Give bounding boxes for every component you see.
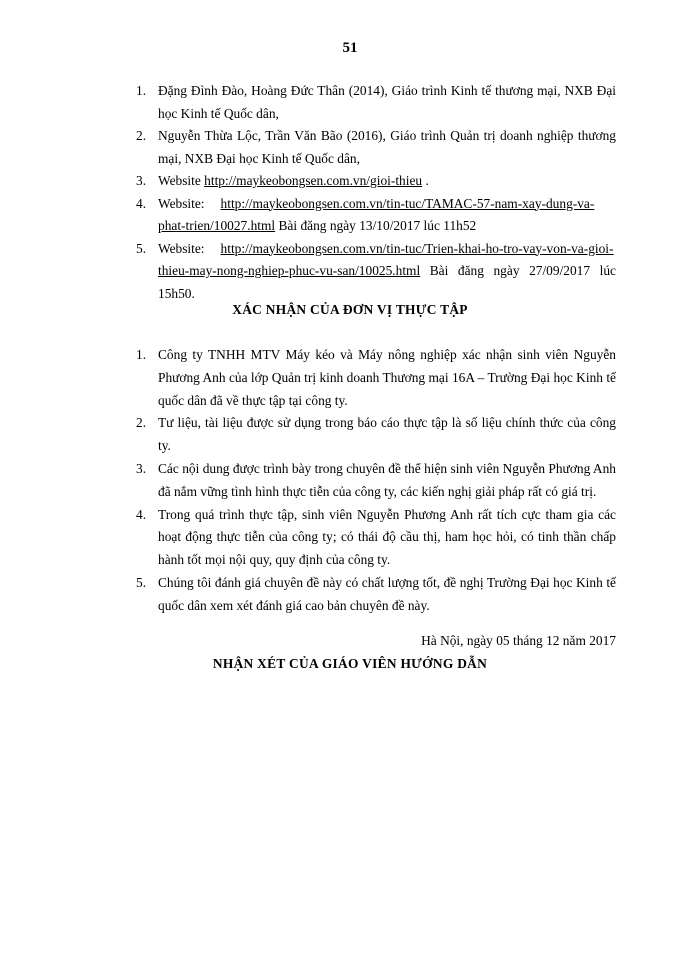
reference-text: Nguyễn Thừa Lộc, Trần Văn Bão (2016), Giáo trình Quản trị doanh nghiệp thương mại, NXB Đại học Kinh tế Quốc dân, <box>158 128 616 166</box>
reference-text: Đặng Đình Đào, Hoàng Đức Thân (2014), Giáo trình Kinh tế thương mại, NXB Đại học Kinh tế Quốc dân, <box>158 83 616 121</box>
confirmation-list <box>136 344 616 618</box>
item-number: 3. <box>136 460 147 476</box>
date-line: Hà Nội, ngày 05 tháng 12 năm 2017 <box>421 633 616 648</box>
reference-suffix: . <box>422 173 429 188</box>
confirmation-text: Trong quá trình thực tập, sinh viên Nguyễn Phương Anh rất tích cực tham gia các hoạt động thực tiễn của công ty; có thái độ cầu thị, ham học hỏi, có tinh thần chấp hành tốt mọi nội quy, quy định của công ty. <box>158 506 616 568</box>
confirmation-item <box>136 344 616 412</box>
reference-link[interactable]: http://maykeobongsen.com.vn/tin-tuc/TAMAC-57-nam-xay-dung-va-phat-trien/10027.html <box>158 195 595 233</box>
item-number: 2. <box>136 128 147 143</box>
reference-link[interactable]: http://maykeobongsen.com.vn/gioi-thieu <box>204 173 423 188</box>
reference-suffix: Bài đăng ngày 27/09/2017 lúc 15h50. <box>158 263 616 301</box>
item-number: 1. <box>136 83 147 98</box>
reference-link[interactable]: http://maykeobongsen.com.vn/tin-tuc/Trien-khai-ho-tro-vay-von-va-gioi-thieu-may-nong-nghiep-phuc-vu-san/10025.html <box>158 240 614 278</box>
confirmation-item <box>136 572 616 618</box>
page-number: 51 <box>342 40 358 56</box>
item-number: 5. <box>136 574 147 590</box>
item-number: 5. <box>136 240 147 256</box>
reference-item <box>136 238 616 306</box>
confirmation-heading: XÁC NHẬN CỦA ĐƠN VỊ THỰC TẬP <box>232 302 468 317</box>
reference-item <box>136 125 616 170</box>
item-number: 3. <box>136 173 147 188</box>
reference-prefix: Website: <box>158 240 205 256</box>
item-number: 2. <box>136 415 147 431</box>
confirmation-text: Các nội dung được trình bày trong chuyên đề thể hiện sinh viên Nguyễn Phương Anh đã nắm vững tình hình thực tiễn của công ty, các kiến nghị giải pháp rất có giá trị. <box>158 460 616 499</box>
reference-item <box>136 80 616 125</box>
confirmation-text: Công ty TNHH MTV Máy kéo và Máy nông nghiệp xác nhận sinh viên Nguyễn Phương Anh của lớp Quản trị kinh doanh Thương mại 16A – Trường Đại học Kinh tế quốc dân đã về thực tập tại công ty. <box>158 347 616 408</box>
confirmation-item <box>136 412 616 458</box>
reference-list <box>136 80 616 305</box>
confirmation-item <box>136 458 616 504</box>
item-number: 4. <box>136 506 147 522</box>
reference-suffix: Bài đăng ngày 13/10/2017 lúc 11h52 <box>275 218 477 233</box>
confirmation-text: Tư liệu, tài liệu được sử dụng trong báo cáo thực tập là số liệu chính thức của công ty. <box>158 415 616 454</box>
confirmation-text: Chúng tôi đánh giá chuyên đề này có chất lượng tốt, đề nghị Trường Đại học Kinh tế quốc dân xem xét đánh giá cao bản chuyên đề này. <box>158 574 616 613</box>
item-number: 4. <box>136 195 147 211</box>
confirmation-item <box>136 504 616 572</box>
reference-item <box>136 193 616 238</box>
reference-prefix: Website <box>158 173 205 188</box>
advisor-heading: NHẬN XÉT CỦA GIÁO VIÊN HƯỚNG DẪN <box>212 656 488 671</box>
item-number: 1. <box>136 347 147 362</box>
reference-prefix: Website: <box>158 195 205 211</box>
reference-item <box>136 170 616 193</box>
